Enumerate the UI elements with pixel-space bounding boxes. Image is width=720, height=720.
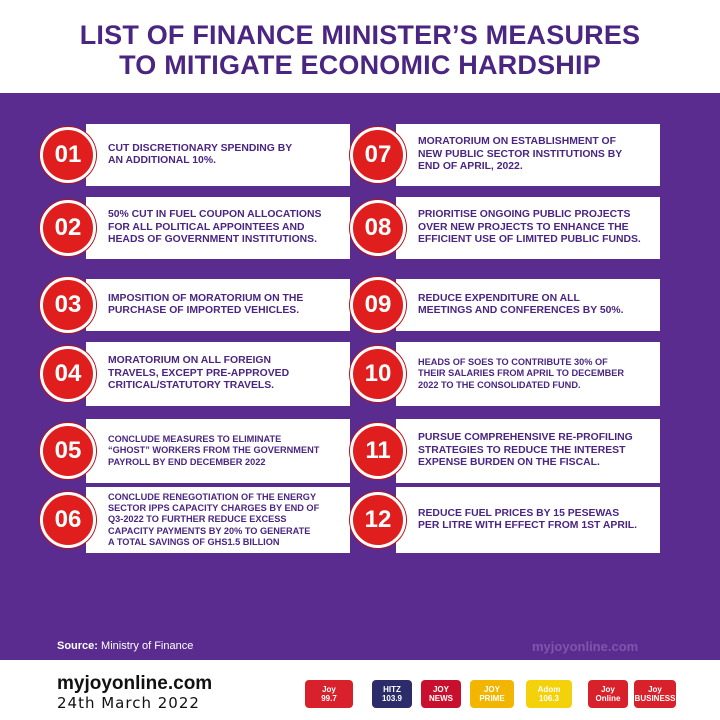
logo-line-1: Joy: [322, 685, 336, 694]
adom-fm-logo[interactable]: [526, 680, 572, 708]
measure-text: CONCLUDE MEASURES TO ELIMINATE “GHOST” WORKERS FROM THE GOVERNMENT PAYROLL BY END DECEMBER 2022: [108, 434, 320, 467]
logo-line-2: 99.7: [321, 694, 337, 703]
page-title-line-2: TO MITIGATE ECONOMIC HARDSHIP: [119, 50, 601, 80]
measure-number-badge: 12: [350, 492, 406, 548]
logo-line-2: 106.3: [538, 694, 560, 703]
measure-number-badge: 11: [350, 423, 406, 479]
measure-card-05: [54, 419, 350, 483]
measure-number-badge: 07: [350, 127, 406, 183]
measure-card-03: [54, 279, 350, 331]
logo-line-1: Adom: [537, 685, 561, 694]
measure-card-08: [364, 197, 660, 259]
measure-text: HEADS OF SOES TO CONTRIBUTE 30% OF THEIR SALARIES FROM APRIL TO DECEMBER 2022 TO THE CONSOLIDATED FUND.: [418, 357, 625, 390]
logo-line-1: JOY: [432, 685, 449, 694]
measure-card-09: [364, 279, 660, 331]
measure-text: REDUCE FUEL PRICES BY 15 PESEWAS PER LITRE WITH EFFECT FROM 1ST APRIL.: [418, 507, 637, 531]
measure-number-badge: 10: [350, 346, 406, 402]
logo-line-2: Online: [595, 694, 621, 703]
measure-text: PURSUE COMPREHENSIVE RE-PROFILING STRATEGIES TO REDUCE THE INTEREST EXPENSE BURDEN ON THE FISCAL.: [418, 432, 633, 469]
measure-card-04: [54, 342, 350, 406]
joy-online-logo[interactable]: [588, 680, 628, 708]
hitz-1039-logo[interactable]: [372, 680, 412, 708]
page-title-line-1: LIST OF FINANCE MINISTER’S MEASURES: [79, 20, 641, 50]
measure-card-10: [364, 342, 660, 406]
source-label: Source:: [57, 640, 98, 652]
footer-date: 24th March 2022: [57, 694, 200, 712]
measure-number-badge: 05: [40, 423, 96, 479]
logo-line-2: NEWS: [429, 694, 453, 703]
joy-prime-logo[interactable]: [470, 680, 514, 708]
header: [0, 0, 720, 92]
logo-line-1: Joy: [648, 685, 662, 694]
measure-text: IMPOSITION OF MORATORIUM ON THE PURCHASE OF IMPORTED VEHICLES.: [108, 292, 304, 316]
measure-card-06: [54, 487, 350, 553]
measure-text: CUT DISCRETIONARY SPENDING BY AN ADDITIONAL 10%.: [108, 142, 293, 166]
measure-number-badge: 04: [40, 346, 96, 402]
measure-text: CONCLUDE RENEGOTIATION OF THE ENERGY SECTOR IPPS CAPACITY CHARGES BY END OF Q3-2022 TO FURTHER REDUCE EXCESS CAPACITY PAYMENTS BY 20% TO GENERATE A TOTAL SAVINGS OF GHS1.5 BILLION: [108, 492, 320, 547]
footer-site[interactable]: myjoyonline.com: [57, 673, 213, 694]
joy-business-logo[interactable]: [634, 680, 676, 708]
measure-number-badge: 03: [40, 277, 96, 333]
measure-number-badge: 08: [350, 200, 406, 256]
measure-card-12: [364, 487, 660, 553]
measure-text: PRIORITISE ONGOING PUBLIC PROJECTS OVER NEW PROJECTS TO ENHANCE THE EFFICIENT USE OF LIMITED PUBLIC FUNDS.: [418, 209, 641, 246]
measure-text: 50% CUT IN FUEL COUPON ALLOCATIONS FOR ALL POLITICAL APPOINTEES AND HEADS OF GOVERNMENT INSTITUTIONS.: [108, 209, 322, 246]
logo-line-1: Joy: [601, 685, 615, 694]
logo-line-1: JOY: [483, 685, 500, 694]
measure-number-badge: 02: [40, 200, 96, 256]
measure-card-11: [365, 419, 660, 483]
measure-number-badge: 06: [40, 492, 96, 548]
joy-news-logo[interactable]: [421, 680, 461, 708]
measure-number-badge: 01: [40, 127, 96, 183]
measure-text: REDUCE EXPENDITURE ON ALL MEETINGS AND CONFERENCES BY 50%.: [418, 292, 624, 316]
measure-card-01: [54, 124, 350, 186]
watermark: myjoyonline.com: [532, 639, 639, 654]
logo-line-2: PRIME: [479, 694, 505, 703]
source-credit: [57, 640, 193, 652]
logo-line-2: 103.9: [381, 694, 403, 703]
measure-card-07: [364, 124, 660, 186]
measure-text: MORATORIUM ON ALL FOREIGN TRAVELS, EXCEPT PRE-APPROVED CRITICAL/STATUTORY TRAVELS.: [108, 355, 290, 392]
joy-997-logo[interactable]: [305, 680, 353, 708]
logo-line-1: HITZ: [383, 685, 401, 694]
logo-line-2: BUSINESS: [634, 694, 676, 703]
measure-number-badge: 09: [350, 277, 406, 333]
measure-card-02: [54, 197, 350, 259]
measure-text: MORATORIUM ON ESTABLISHMENT OF NEW PUBLIC SECTOR INSTITUTIONS BY END OF APRIL, 2022.: [418, 136, 623, 173]
source-value: Ministry of Finance: [101, 640, 194, 652]
